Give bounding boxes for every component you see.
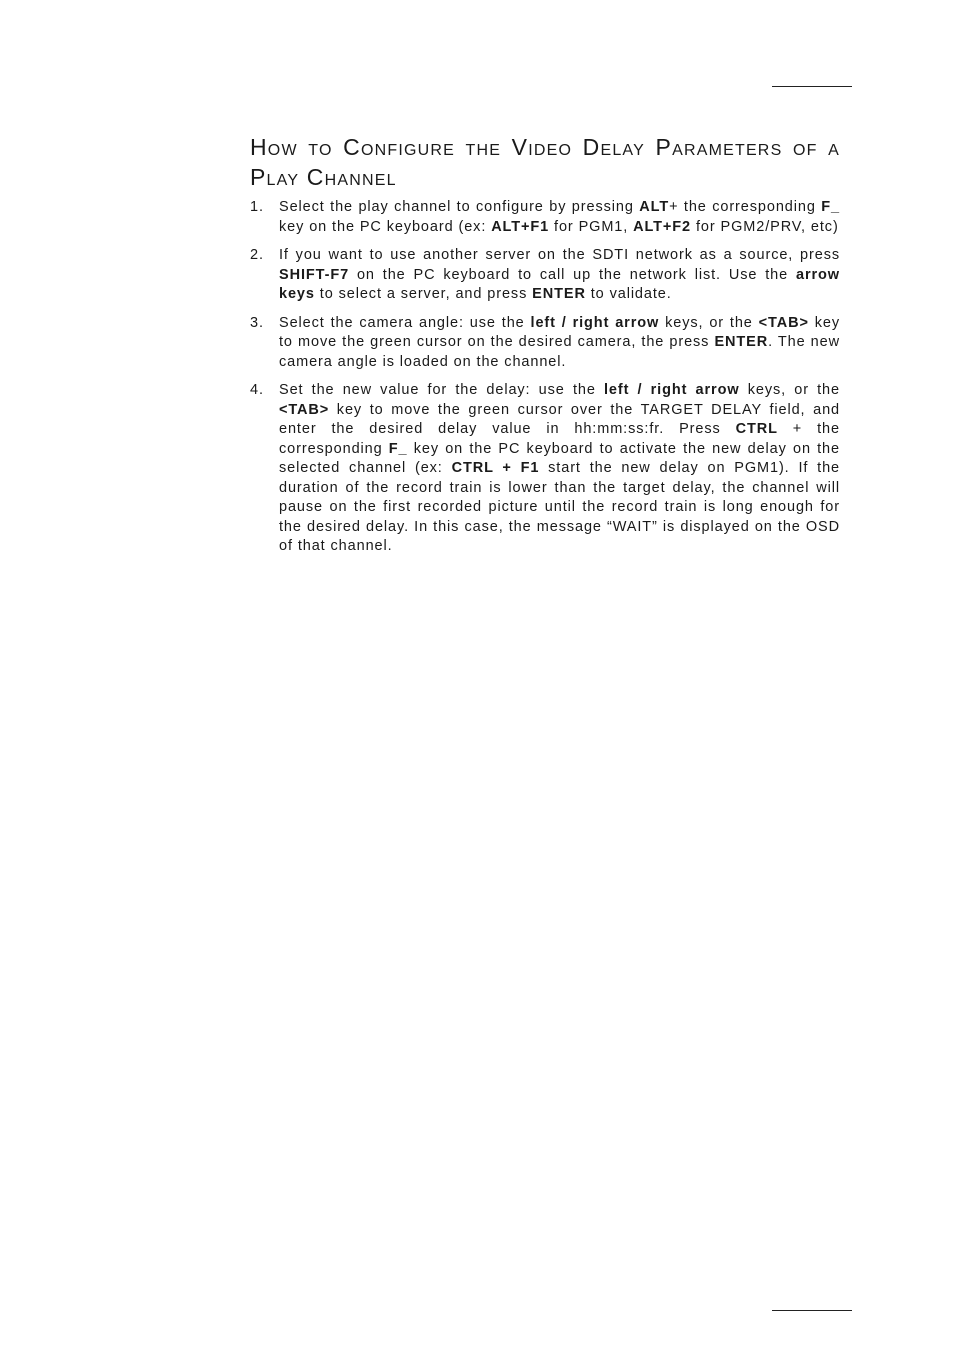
key-name: CTRL [735, 421, 778, 437]
text-run: Select the camera angle: use the [279, 314, 531, 331]
text-run: keys, or the [739, 382, 840, 398]
key-name: F_ [821, 199, 840, 215]
step-text [279, 315, 840, 370]
text-run: key to move the green cursor over the TARGET DELAY field, and enter the desired delay value in hh:mm:ss:fr. Press [279, 401, 840, 437]
header-rule [772, 86, 852, 87]
key-name: <TAB> [758, 314, 809, 331]
step-number: 3. [250, 314, 264, 331]
step-number: 4. [250, 382, 264, 398]
text-run: to select a server, and press [314, 286, 533, 302]
key-name: CTRL + F1 [451, 460, 540, 476]
text-run: . The new camera angle is loaded on the channel. [279, 334, 840, 370]
list-item [250, 314, 840, 373]
text-run: Set the new value for the delay: use the [279, 382, 604, 398]
key-name: F_ [388, 440, 408, 457]
text-run: If you want to use another server on the SDTI network as a source, press [279, 247, 840, 263]
key-name: ALT+F2 [633, 218, 692, 235]
list-item [250, 198, 840, 237]
text-run: key on the PC keyboard (ex: [279, 218, 492, 235]
text-run: key on the PC keyboard to activate the new delay on the selected channel (ex: [279, 440, 840, 476]
key-name: <TAB> [279, 401, 330, 418]
key-name: ENTER [532, 286, 586, 302]
step-text [279, 247, 840, 302]
text-run: on the PC keyboard to call up the network list. Use the [349, 266, 796, 283]
key-name: SHIFT-F7 [279, 266, 350, 283]
step-text [279, 199, 840, 235]
text-run: for PGM2/PRV, etc) [691, 218, 839, 235]
footer-rule [772, 1310, 852, 1311]
key-name: ENTER [714, 334, 769, 350]
section-heading: How to Configure the Video Delay Parameters of a Play Channel [250, 134, 840, 190]
text-run: + the corresponding [279, 421, 840, 457]
key-name: left / right arrow [530, 314, 660, 331]
key-name: ALT [639, 199, 670, 215]
text-run: key to move the green cursor on the desired camera, the press [279, 314, 840, 350]
key-name: arrow keys [279, 266, 840, 302]
list-item [250, 246, 840, 305]
page-content [250, 132, 840, 566]
step-number: 2. [250, 247, 264, 263]
step-text [279, 382, 840, 554]
text-run: Select the play channel to configure by pressing [279, 199, 640, 215]
key-name: ALT+F1 [491, 218, 550, 235]
steps-list [250, 198, 840, 557]
key-name: left / right arrow [603, 382, 740, 398]
list-item [250, 381, 840, 557]
text-run: for PGM1, [549, 218, 634, 235]
text-run: keys, or the [659, 314, 759, 331]
text-run: to validate. [585, 286, 672, 302]
step-number: 1. [250, 199, 264, 215]
text-run: start the new delay on PGM1). If the duration of the record train is lower than the target delay, the channel will pause on the first recorded picture until the record train is long enough for the desired delay. In this case, the message “WAIT” is displayed on the OSD of that channel. [279, 460, 840, 554]
text-run: + the corresponding [669, 199, 822, 215]
